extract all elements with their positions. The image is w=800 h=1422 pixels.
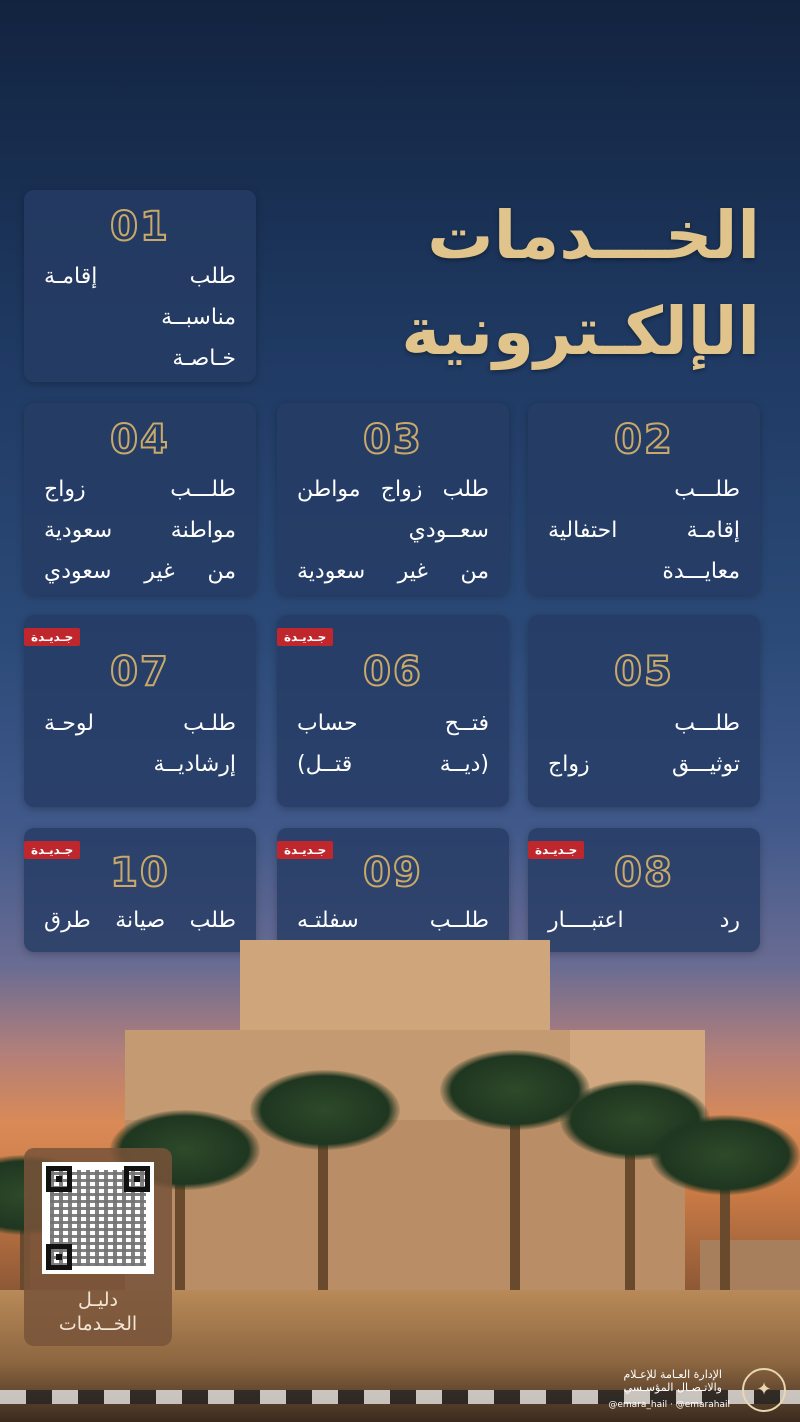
qr-code[interactable] <box>42 1162 154 1274</box>
services-guide-qr[interactable] <box>24 1148 172 1346</box>
service-number: 07 <box>110 649 170 695</box>
footer-org: الإدارة العـامة للإعـلام والاتـصـال المؤسـسي <box>623 1368 722 1394</box>
service-number: 10 <box>110 850 170 896</box>
service-label: طلـــب توثيـــق زواج <box>548 711 740 777</box>
service-card-01[interactable] <box>24 190 256 382</box>
service-card-10[interactable] <box>24 828 256 952</box>
service-number: 06 <box>363 649 423 695</box>
service-card-08[interactable] <box>528 828 760 952</box>
page-title-line1: الخـــدمات <box>427 197 760 274</box>
footer-social-handles: @emara_hail · @emarahail <box>608 1400 730 1410</box>
service-number: 08 <box>614 850 674 896</box>
new-badge: جـديـدة <box>24 628 80 646</box>
service-card-04[interactable] <box>24 403 256 595</box>
new-badge: جـديـدة <box>24 841 80 859</box>
social-handle: @emarahail <box>675 1400 730 1410</box>
service-card-06[interactable] <box>277 615 509 807</box>
service-number: 05 <box>614 649 674 695</box>
service-number: 09 <box>363 850 423 896</box>
service-card-03[interactable] <box>277 403 509 595</box>
service-label: طلـــب زواج مواطنة سعودية من غير سعودي <box>44 477 236 584</box>
page-title-line2: الإلكـترونية <box>401 293 760 370</box>
service-number: 02 <box>614 417 674 463</box>
service-card-05[interactable] <box>528 615 760 807</box>
page-title <box>260 188 760 380</box>
service-label: طلـــب إقامـة احتفالية معايـــدة <box>548 477 740 584</box>
service-label: طلب إقامـة مناسبــة خـاصـة <box>44 264 236 371</box>
service-label: رد اعتبــــار <box>548 908 740 933</box>
service-label: طلب زواج مواطن سعــودي من غير سعودية <box>297 477 489 584</box>
service-number: 04 <box>110 417 170 463</box>
service-card-09[interactable] <box>277 828 509 952</box>
service-card-07[interactable] <box>24 615 256 807</box>
service-label: طلــب سفلتـه <box>297 908 489 933</box>
service-number: 03 <box>363 417 423 463</box>
emblem-icon: ✦ <box>742 1368 786 1412</box>
new-badge: جـديـدة <box>528 841 584 859</box>
service-card-02[interactable] <box>528 403 760 595</box>
social-handle: @emara_hail <box>608 1400 668 1410</box>
service-label: فتــح حساب (ديــة قتــل) <box>297 711 489 777</box>
new-badge: جـديـدة <box>277 628 333 646</box>
service-label: طلـب لوحـة إرشاديــة <box>44 711 236 777</box>
qr-label: دليـل الخــدمات <box>58 1289 138 1335</box>
service-number: 01 <box>110 204 170 250</box>
service-label: طلب صيانة طرق <box>44 908 236 933</box>
new-badge: جـديـدة <box>277 841 333 859</box>
